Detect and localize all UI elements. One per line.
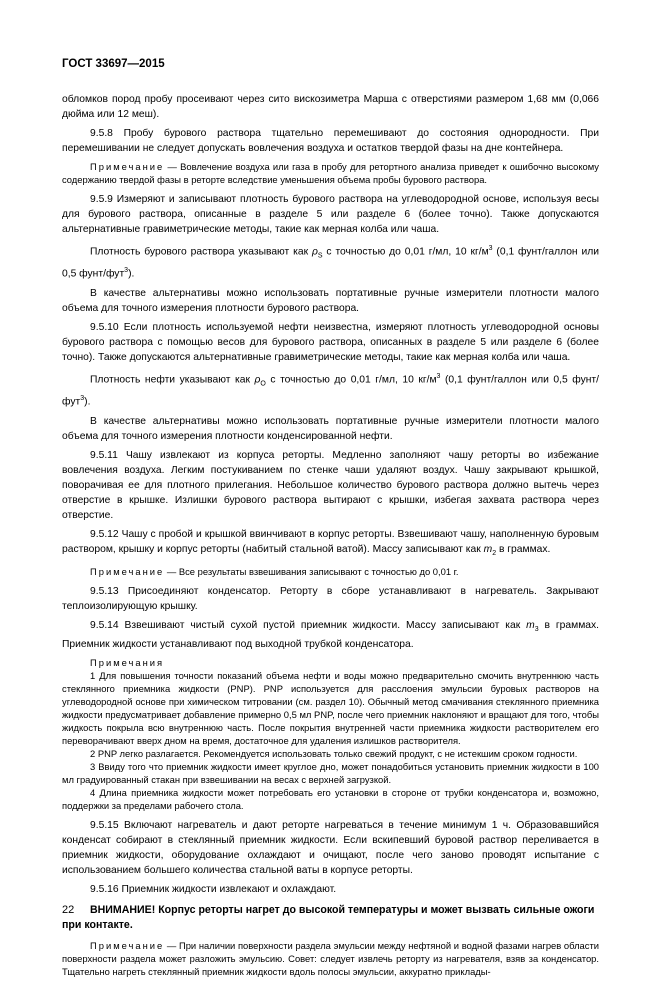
paragraph: обломков пород пробу просеивают через сито вискозиметра Марша с отверстиями размером 1,68 мм (0,066 дюйма или 12 меш). [62, 94, 599, 120]
text: (0,1 фунт/галлон или 0,5 фунт/фут [62, 246, 600, 280]
notes-block [62, 656, 599, 812]
note-item: 2 PNP легко разлагается. Рекомендуется использовать только свежий продукт, с не истекшим сроком годности. [90, 747, 578, 759]
paragraph-mud-density [62, 241, 599, 282]
text: ). [84, 396, 91, 408]
note-text: — При наличии поверхности раздела эмульсии между нефтяной и водной фазами нагрев области поверхности раздела может разложить эмульсию. Совет: следует извлечь реторту из нагревателя, взяв за конденсатор. Тщательно нагреть стеклянный приемник жидкости вдоль полосы эмульсии, аккуратно приклады- [62, 939, 599, 977]
paragraph-9-5-10: 9.5.10 Если плотность используемой нефти неизвестна, измеряют плотность углеводородной основы бурового раствора с помощью весов для бурового раствора, описанных в разделе 5 или разделе 6 (более точно). Также допускаются альтернативные гравиметрические методы, такие как мерная колба или чаша. [62, 321, 599, 363]
note [62, 160, 599, 186]
subscript: 3 [534, 625, 539, 633]
superscript: 3 [124, 267, 129, 275]
text: 9.5.14 Взвешивают чистый сухой пустой приемник жидкости. Массу записывают как [90, 619, 527, 631]
paragraph-9-5-13: 9.5.13 Присоединяют конденсатор. Реторту в сборе устанавливают в нагреватель. Закрывают теплоизолирующую крышку. [62, 585, 599, 612]
text: 9.5.12 Чашу с пробой и крышкой ввинчивают в корпус реторты. Взвешивают чашу, наполненную буровым раствором, крышку и корпус реторты (набитый стальной ватой). Массу записывают как [62, 528, 599, 555]
paragraph-9-5-16: 9.5.16 Приемник жидкости извлекают и охлаждают. [90, 883, 337, 895]
paragraph-9-5-12 [62, 527, 599, 561]
text: ). [128, 268, 135, 280]
paragraph: В качестве альтернативы можно использовать портативные ручные измерители плотности малого объема для точного измерения плотности конденсированной нефти. [62, 415, 599, 442]
page-number: 22 [62, 904, 75, 916]
paragraph-9-5-9: 9.5.9 Измеряют и записывают плотность бурового раствора на углеводородной основе, используя весы для бурового раствора, описанные в разделе 5 или разделе 6 (более точно). Также допускаются альтернативные гравиметрические методы, такие как мерная колба или чаша. [62, 194, 599, 235]
subscript: O [260, 380, 266, 388]
note [62, 565, 599, 578]
superscript: 3 [80, 395, 85, 403]
note-item: 3 Ввиду того что приемник жидкости имеет круглое дно, может понадобиться установить приемник жидкости в 100 мл градуированный стакан при взвешивании на весах с верхней загрузкой. [62, 760, 599, 785]
warning: ВНИМАНИЕ! Корпус реторты нагрет до высокой температуры и может вызвать сильные ожоги при контакте. [62, 903, 595, 931]
mass-symbol: m [526, 619, 535, 631]
note-text: — Все результаты взвешивания записывают с точностью до 0,01 г. [164, 565, 459, 577]
paragraph-9-5-14 [62, 618, 599, 652]
note-label: Примечание [90, 161, 165, 172]
text: Плотность бурового раствора указывают как [90, 246, 312, 258]
paragraph-9-5-8: 9.5.8 Пробу бурового раствора тщательно перемешивают до состояния однородности. При перемешивании не следует допускать вовлечения воздуха и остатков твердой фазы на дне контейнера. [62, 128, 599, 154]
rho-symbol: ρ [254, 374, 261, 386]
superscript: 3 [488, 245, 493, 252]
subscript: S [317, 252, 323, 260]
text: Плотность нефти указывают как [90, 374, 255, 386]
mass-symbol: m [483, 543, 493, 555]
paragraph: В качестве альтернативы можно использовать портативные ручные измерители плотности малого объема для точного измерения плотности бурового раствора. [62, 287, 599, 314]
text: (0,1 фунт/галлон или 0,5 фунт/фут [62, 374, 600, 408]
paragraph-9-5-11: 9.5.11 Чашу извлекают из корпуса реторты. Медленно заполняют чашу реторты во избежание вовлечения воздуха. Легким постукиванием по стенке чаши удаляют воздух. Чашу закрывают крышкой, поворачивая ее для плотного прилегания. Небольшое количество бурового раствора должно вытечь через отверстие в крышке. Излишки бурового раствора вытирают с крышки, избегая захвата раствора через отверстие. [62, 449, 599, 521]
note-text: — Вовлечение воздуха или газа в пробу для ретортного анализа приведет к ошибочно высокому содержанию твердой фазы в реторте вследствие уменьшения объема пробы бурового раствора. [62, 161, 599, 185]
paragraph-oil-density [62, 369, 599, 410]
notes-label: Примечания [90, 656, 165, 668]
document-body [62, 92, 599, 984]
text: с точностью до 0,01 г/мл, 10 кг/м [265, 374, 437, 386]
document-header: ГОСТ 33697—2015 [62, 58, 165, 70]
text: в граммах. [496, 543, 551, 555]
text: в граммах. Приемник жидкости устанавливают под выходной трубкой конденсатора. [62, 619, 600, 650]
text: с точностью до 0,01 г/мл, 10 кг/м [322, 246, 489, 258]
rho-symbol: ρ [311, 246, 318, 258]
subscript: 2 [492, 549, 497, 557]
note-label: Примечание [90, 565, 165, 577]
superscript: 3 [436, 372, 441, 380]
paragraph-9-5-15: 9.5.15 Включают нагреватель и дают реторте нагреваться в течение минимум 1 ч. Образовавшийся конденсат собирают в стеклянный приемник жидкости. Если вскипевший буровой раствор переливается в приемник жидкости, оборудование охлаждают и очищают, после чего заново проводят испытание с использованием большего количества стальной ваты в корпусе реторты. [62, 819, 599, 876]
note-item: 1 Для повышения точности показаний объема нефти и воды можно предварительно смочить внутреннюю часть стеклянного приемника жидкости (PNP). PNP используется для расслоения эмульсии буровых растворов на углеводородной основе при химическом титровании (см. раздел 10). Обычный метод смачивания стеклянного приемника жидкости предусматривает добавление примерно 0,5 мл PNP, после чего приемник наклоняют и вращают для того, чтобы жидкость покрыла всю внутреннюю часть. После покрытия внутренней части приемника жидкости растворителем его переворачивают вверх дном на время, достаточное для удаления излишков растворителя. [62, 669, 599, 746]
note-label: Примечание [90, 939, 165, 951]
note-item: 4 Длина приемника жидкости может потребовать его установки в стороне от трубки конденсатора и, возможно, поддержки за пределами рабочего стола. [62, 786, 599, 811]
note [62, 939, 599, 978]
